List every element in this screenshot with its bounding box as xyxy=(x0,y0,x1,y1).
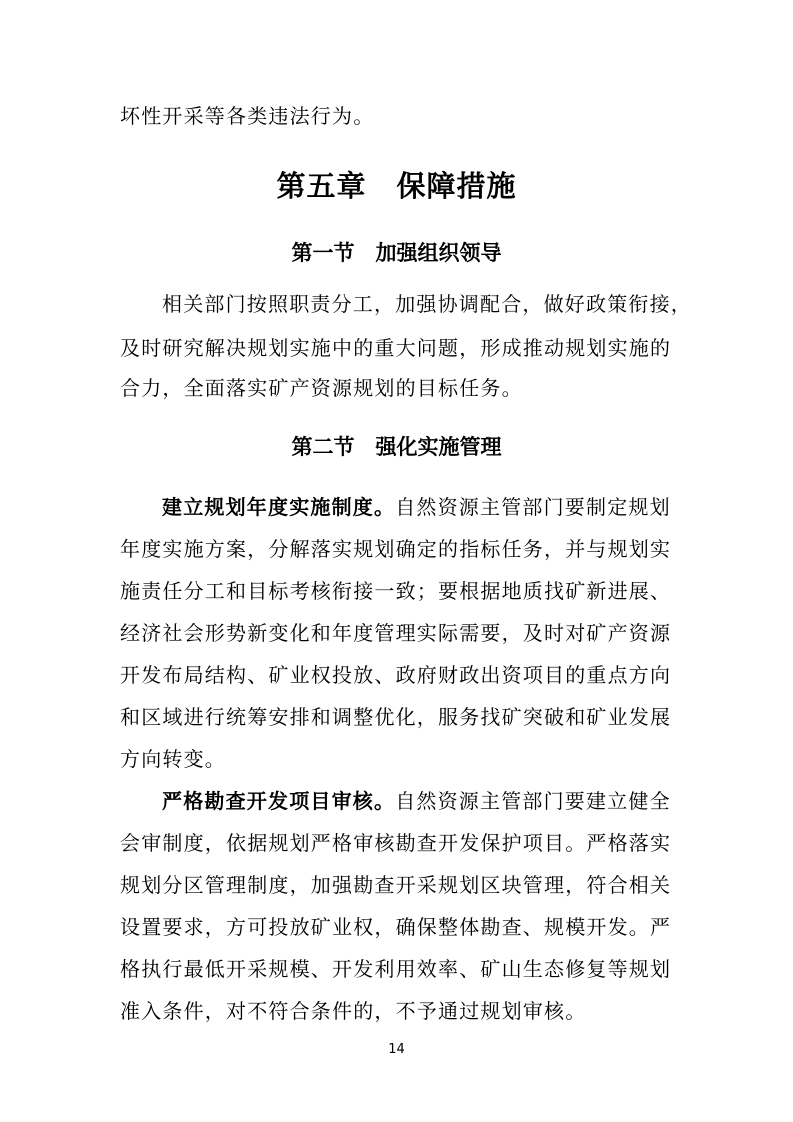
para2-line-1 xyxy=(162,789,671,813)
para1-line-1 xyxy=(162,495,671,519)
para1-lead: 建立规划年度实施制度。 xyxy=(162,495,396,519)
para2-line-4: 设置要求，方可投放矿业权，确保整体勘查、规模开发。严 xyxy=(120,915,672,939)
para1-line-5: 开发布局结构、矿业权投放、政府财政出资项目的重点方向 xyxy=(120,663,672,687)
para2-lead: 严格勘查开发项目审核。 xyxy=(162,789,396,813)
para2-line-5: 格执行最低开采规模、开发利用效率、矿山生态修复等规划 xyxy=(120,957,672,981)
chapter-title: 第五章 保障措施 xyxy=(276,169,517,203)
para1-line-7: 方向转变。 xyxy=(120,747,226,771)
para1-first-rest: 自然资源主管部门要制定规划 xyxy=(395,495,671,519)
para2-line-2: 会审制度，依据规划严格审核勘查开发保护项目。严格落实 xyxy=(120,831,672,855)
section-title-2: 第二节 强化实施管理 xyxy=(291,434,502,459)
para1-line-4: 经济社会形势新变化和年度管理实际需要，及时对矿产资源 xyxy=(120,621,672,645)
carry-over-line: 坏性开采等各类违法行为。 xyxy=(120,104,375,128)
para2-first-rest: 自然资源主管部门要建立健全 xyxy=(395,789,671,813)
section-title-1: 第一节 加强组织领导 xyxy=(291,240,502,265)
para1-line-2: 年度实施方案，分解落实规划确定的指标任务，并与规划实 xyxy=(120,537,672,561)
para1-line-6: 和区域进行统筹安排和调整优化，服务找矿突破和矿业发展 xyxy=(120,705,672,729)
para2-line-3: 规划分区管理制度，加强勘查开采规划区块管理，符合相关 xyxy=(120,873,672,897)
page-number: 14 xyxy=(388,1042,405,1057)
section1-line-1: 相关部门按照职责分工，加强协调配合，做好政策衔接， xyxy=(162,292,692,316)
para2-line-6: 准入条件，对不符合条件的，不予通过规划审核。 xyxy=(120,999,587,1023)
section1-line-3: 合力，全面落实矿产资源规划的目标任务。 xyxy=(120,376,523,400)
para1-line-3: 施责任分工和目标考核衔接一致；要根据地质找矿新进展、 xyxy=(120,579,672,603)
section1-line-2: 及时研究解决规划实施中的重大问题，形成推动规划实施的 xyxy=(120,336,672,360)
